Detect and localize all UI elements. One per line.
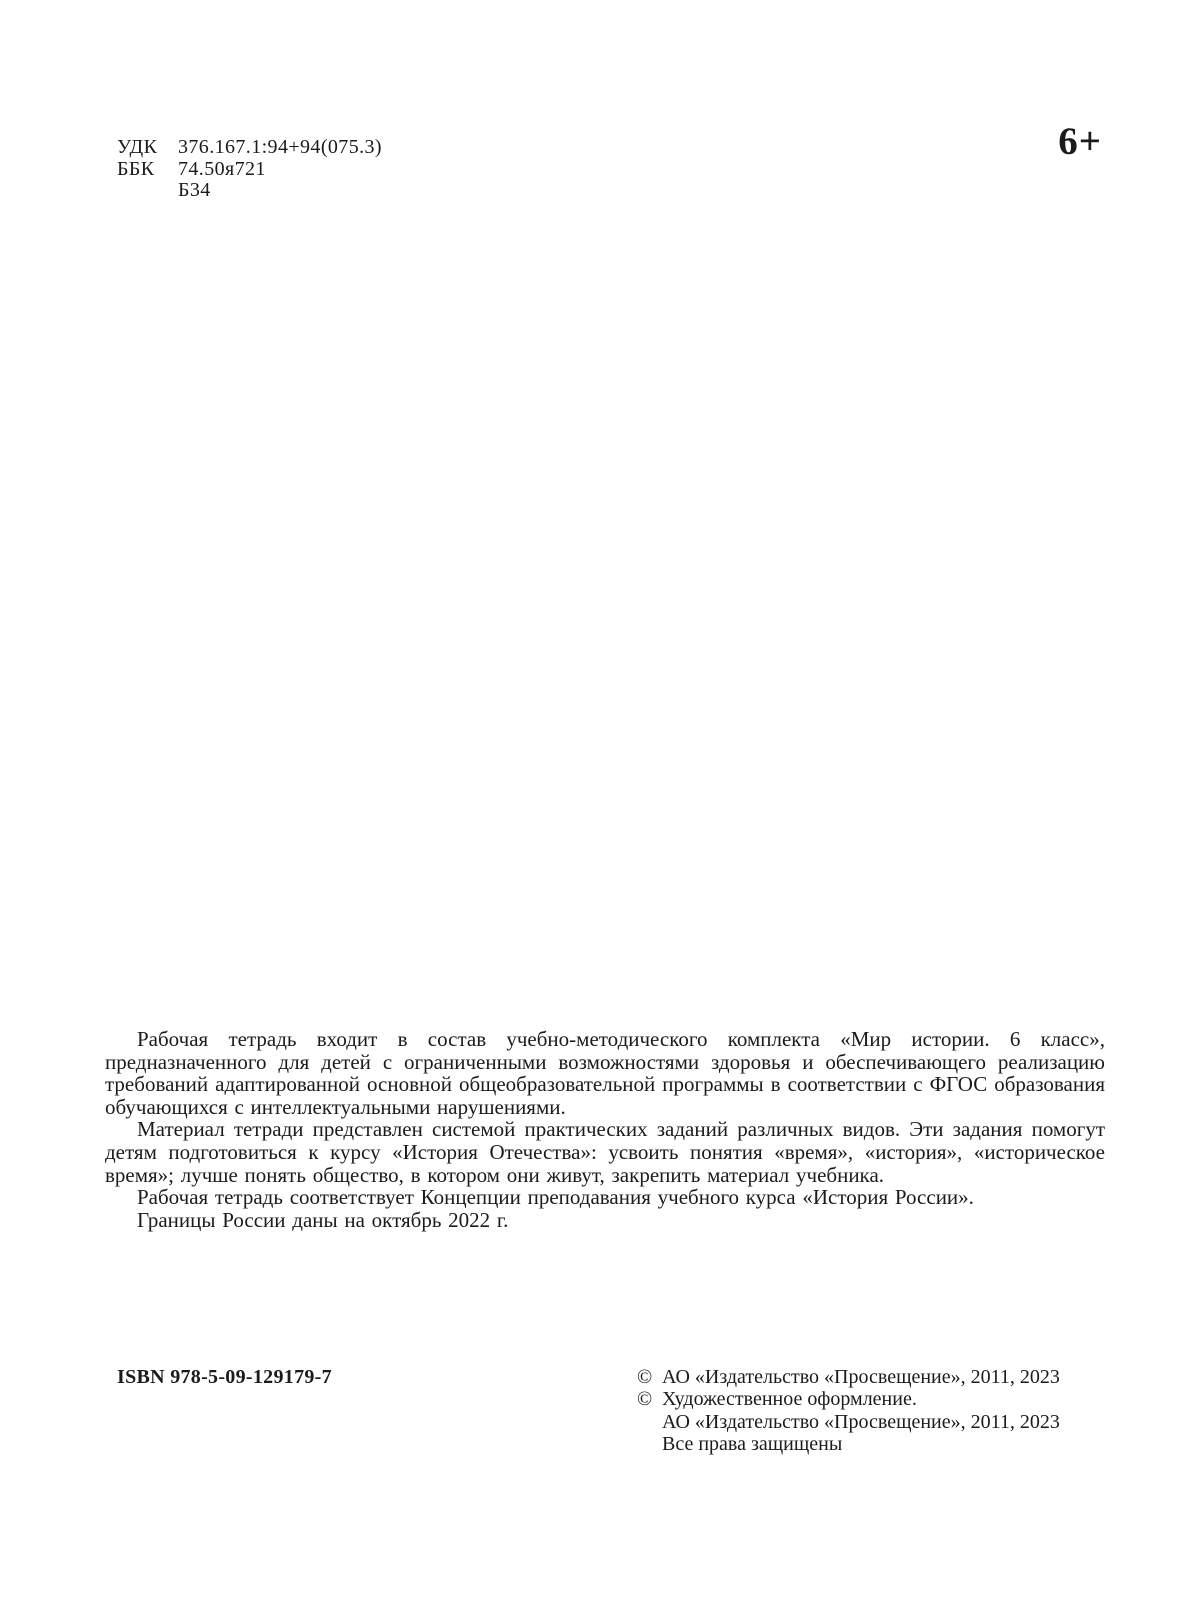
- copyright-line: [637, 1411, 1060, 1433]
- authors-sign: Б34: [178, 179, 211, 202]
- copyright-text: Все права защищены: [662, 1433, 843, 1456]
- copyright-line: [637, 1366, 1060, 1388]
- annotation-paragraph: Границы России даны на октябрь 2022 г.: [137, 1207, 509, 1232]
- authors-sign-row: [117, 180, 382, 202]
- bbk-label: ББК: [117, 157, 155, 180]
- copyright-line: [637, 1388, 1060, 1410]
- annotation-paragraph: Рабочая тетрадь входит в состав учебно-методического комплекта «Мир истории. 6 класс», предназначенного для детей с ограниченными возможностями здоровья и обеспечивающего реализацию требований адаптированной основной общеобразовательной программы в соответствии с ФГОС образования обучающихся с интеллектуальными нарушениями.: [105, 1027, 1105, 1119]
- annotation-paragraph: Рабочая тетрадь соответствует Концепции преподавания учебного курса «История России».: [137, 1185, 974, 1210]
- copyright-symbol: [637, 1433, 662, 1455]
- authors-sign-spacer: [117, 180, 178, 202]
- copyright-block: [637, 1366, 1060, 1456]
- copyright-text: АО «Издательство «Просвещение», 2011, 2023: [662, 1410, 1060, 1433]
- bbk-value: 74.50я721: [178, 157, 266, 180]
- udk-value: 376.167.1:94+94(075.3): [178, 136, 382, 158]
- age-rating-badge: 6+: [1058, 120, 1102, 163]
- copyright-text: АО «Издательство «Просвещение», 2011, 2023: [662, 1366, 1060, 1388]
- udk-row: [117, 137, 382, 159]
- copyright-symbol: ©: [637, 1366, 653, 1388]
- isbn: ISBN 978-5-09-129179-7: [117, 1366, 332, 1388]
- classification-codes: [117, 137, 382, 202]
- copyright-symbol: ©: [637, 1388, 653, 1411]
- copyright-text: Художественное оформление.: [662, 1388, 917, 1411]
- annotation-paragraph: Материал тетради представлен системой практических заданий различных видов. Эти задания помогут детям подготовиться к курсу «История Отечества»: усвоить понятия «время», «история», «историческое время»; лучше понять общество, в котором они живут, закрепить материал учебника.: [105, 1117, 1105, 1187]
- annotation-block: [105, 1028, 1105, 1231]
- copyright-line: [637, 1433, 1060, 1455]
- udk-label: УДК: [117, 136, 158, 158]
- bbk-row: [117, 159, 382, 181]
- copyright-symbol: [637, 1411, 662, 1433]
